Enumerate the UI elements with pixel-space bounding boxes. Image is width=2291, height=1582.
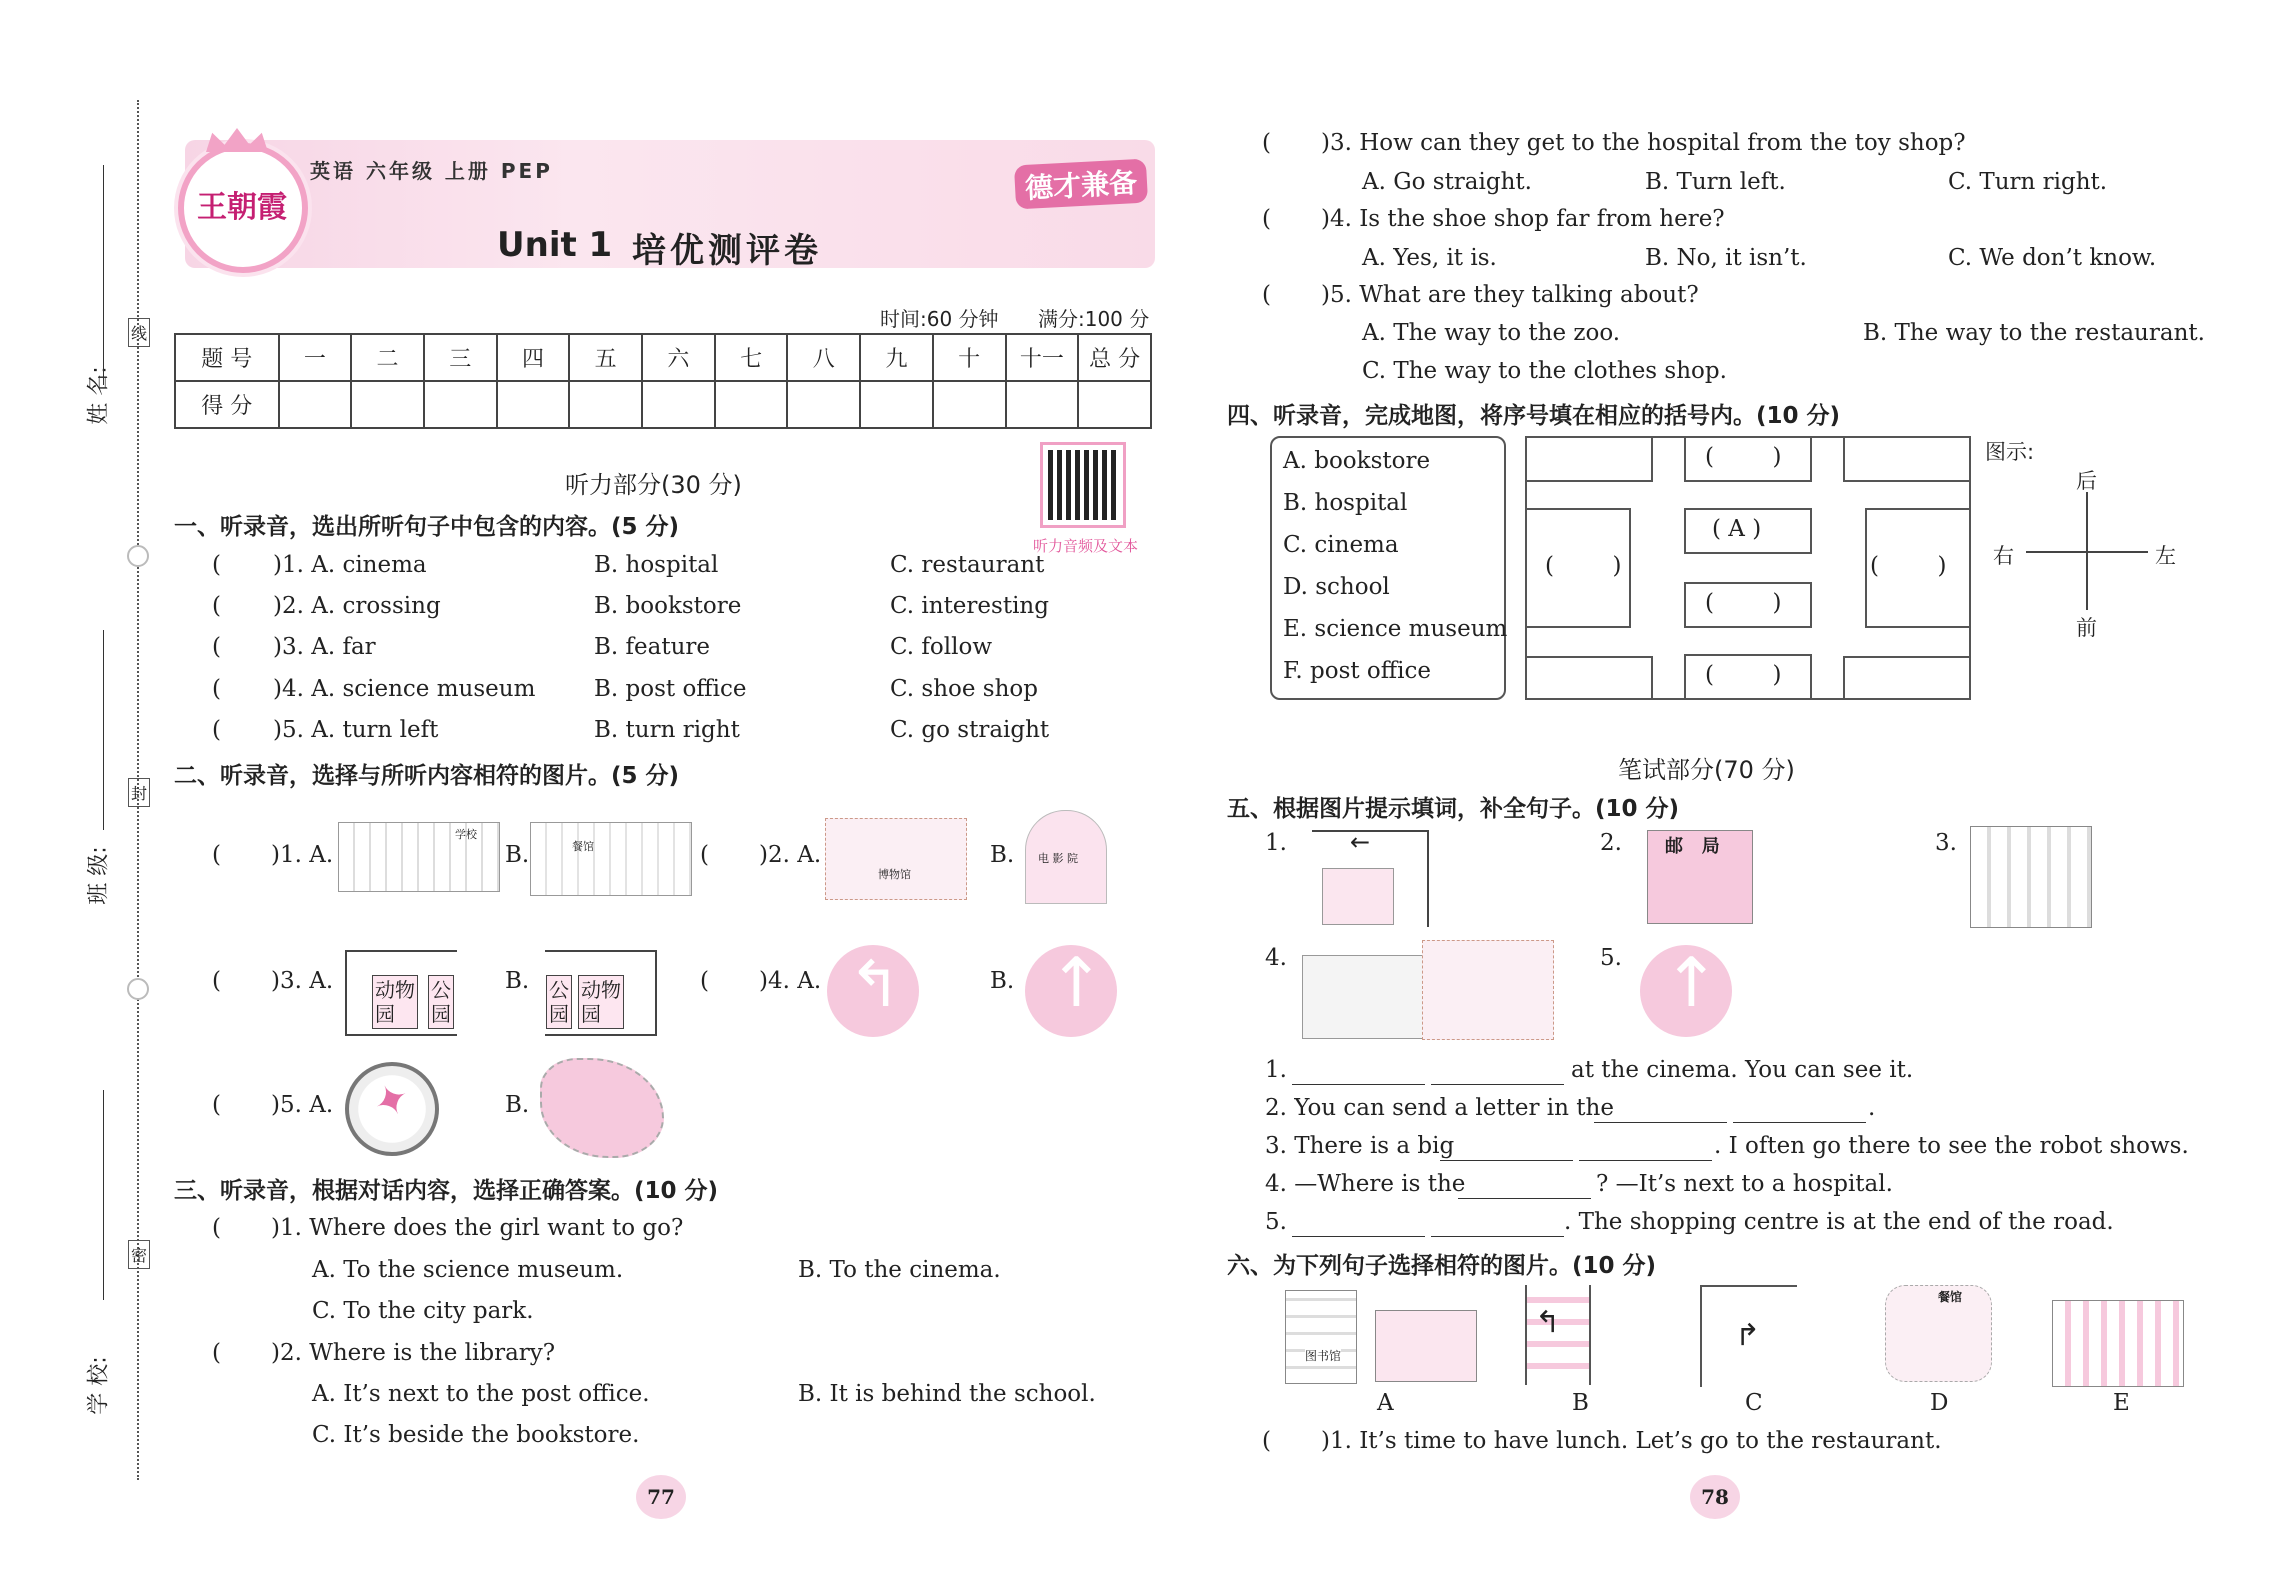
score-cell: 三	[424, 334, 497, 381]
park-sign-2	[546, 975, 572, 1029]
part6-heading: 六、为下列句子选择相符的图片。(10 分)	[1227, 1253, 1657, 1279]
score-input[interactable]	[642, 381, 715, 428]
part3-q5-c: C. The way to the clothes shop.	[1362, 358, 1727, 384]
score-cell: 九	[860, 334, 933, 381]
part3-q5: ( )5. What are they talking about?	[1262, 282, 1699, 308]
park-sign-2-a: 公	[549, 978, 569, 1002]
score-input[interactable]	[497, 381, 570, 428]
part2-q3: ( )3. A.	[212, 968, 334, 994]
score-input[interactable]	[860, 381, 933, 428]
part3-q5-b: B. The way to the restaurant.	[1863, 320, 2205, 346]
part5-pic-3-label: 3.	[1935, 830, 1957, 856]
map-picture	[540, 1058, 664, 1158]
margin-name-label: 姓 名:	[86, 366, 112, 425]
part6-q1: ( )1. It’s time to have lunch. Let’s go to the restaurant.	[1262, 1428, 1942, 1454]
part5-s3-blank-1[interactable]	[1440, 1136, 1573, 1161]
part1-item-1-num: ( )1. A. cinema	[212, 552, 427, 578]
park-sign-2-b: 园	[549, 1002, 569, 1026]
library-picture	[1285, 1290, 1357, 1384]
hospital-picture	[2052, 1300, 2184, 1387]
margin-dot-2	[127, 978, 149, 1000]
score-cell: 四	[497, 334, 570, 381]
score-cell: 总 分	[1078, 334, 1151, 381]
part2-q2: ( )2. A.	[700, 842, 822, 868]
margin-seal-mark: 封	[128, 778, 150, 807]
margin-close-mark: 密	[128, 1240, 150, 1269]
part5-s2-text: 2. You can send a letter in the	[1265, 1095, 1614, 1121]
part5-s3-end: . I often go there to see the robot shows.	[1714, 1133, 2189, 1159]
map-slot-right-label: ( )	[1870, 553, 1947, 579]
part1-item-1-text: )1. A. cinema	[272, 552, 427, 578]
part2-heading: 二、听录音，选择与所听内容相符的图片。(5 分)	[174, 763, 680, 789]
go-straight-arrow-glyph: ↑	[1048, 944, 1105, 1023]
crown-icon	[206, 128, 268, 152]
part2-q1: ( )1. A.	[212, 842, 334, 868]
score-table-score-row	[175, 381, 1151, 428]
restaurant-school-picture	[530, 822, 692, 896]
score-input[interactable]	[351, 381, 424, 428]
part1-item-3-num: ( )3. A. far	[212, 634, 376, 660]
part5-s4-end: ? —It’s next to a hospital.	[1596, 1171, 1893, 1197]
part2-q5: ( )5. A.	[212, 1092, 334, 1118]
part5-pic-4-label: 4.	[1265, 945, 1287, 971]
part3-q4-text: )4. Is the shoe shop far from here?	[1320, 206, 1725, 232]
part5-heading: 五、根据图片提示填词，补全句子。(10 分)	[1227, 796, 1680, 822]
part2-q5-b: B.	[505, 1092, 530, 1118]
part3-q1-text: )1. Where does the girl want to go?	[270, 1215, 684, 1241]
part1-item-1-c: C. restaurant	[890, 552, 1045, 578]
score-input[interactable]	[787, 381, 860, 428]
part5-s4-blank[interactable]	[1458, 1174, 1591, 1199]
part5-pic-5-label: 5.	[1600, 945, 1622, 971]
score-input[interactable]	[1078, 381, 1151, 428]
road-right-arrow-icon: ↱	[1735, 1318, 1761, 1353]
map-slot-middle-label: ( )	[1705, 590, 1782, 616]
part2-q5-text: )5. A.	[270, 1092, 334, 1118]
part6-label-a: A	[1377, 1390, 1394, 1416]
part2-q1-b: B.	[505, 842, 530, 868]
score-row-label: 得 分	[175, 381, 279, 428]
part1-item-4-num: ( )4. A. science museum	[212, 676, 536, 702]
part1-item-5-b: B. turn right	[594, 717, 740, 743]
part3-q2-a: A. It’s next to the post office.	[312, 1381, 650, 1407]
part4-option: C. cinema	[1283, 532, 1399, 558]
part3-q3-text: )3. How can they get to the hospital from the toy shop?	[1320, 130, 1966, 156]
science-museum-picture	[1970, 826, 2092, 928]
part2-q2-b: B.	[990, 842, 1015, 868]
time-info: 时间:60 分钟	[880, 307, 999, 331]
part3-q5-a: A. The way to the zoo.	[1362, 320, 1621, 346]
go-straight-hint-glyph: ↑	[1663, 944, 1720, 1023]
legend-back: 后	[2076, 469, 2097, 493]
part1-item-2-num: ( )2. A. crossing	[212, 593, 441, 619]
part1-item-2-text: )2. A. crossing	[272, 593, 441, 619]
restaurant-sign-2: 餐馆	[1938, 1290, 1963, 1304]
museum-sign: 博物馆	[878, 868, 911, 881]
score-cell: 一	[279, 334, 352, 381]
map-block-bottom-left	[1525, 656, 1653, 700]
part3-q3: ( )3. How can they get to the hospital from the toy shop?	[1262, 130, 1966, 156]
score-input[interactable]	[279, 381, 352, 428]
part6-label-d: D	[1930, 1390, 1949, 1416]
part4-heading: 四、听录音，完成地图，将序号填在相应的括号内。(10 分)	[1227, 403, 1841, 429]
road-left-arrow-icon: ↰	[1535, 1305, 1561, 1340]
part3-q3-a: A. Go straight.	[1362, 169, 1532, 195]
part3-q5-text: )5. What are they talking about?	[1320, 282, 1699, 308]
part4-option: D. school	[1283, 574, 1390, 600]
part5-pic-1-label: 1.	[1265, 830, 1287, 856]
full-score-info: 满分:100 分	[1038, 307, 1150, 331]
margin-dot-1	[127, 545, 149, 567]
score-table-header-row	[175, 334, 1151, 381]
score-input[interactable]	[715, 381, 788, 428]
map-slot-top-label: ( )	[1705, 444, 1782, 470]
zoo-sign-2	[578, 975, 624, 1029]
part2-q2-text: )2. A.	[758, 842, 822, 868]
zoo-sign-2-b: 园	[581, 1002, 601, 1026]
part6-label-b: B	[1572, 1390, 1589, 1416]
cinema-sign: 电 影 院	[1038, 852, 1078, 865]
badge: 德才兼备	[1014, 159, 1148, 210]
part3-q3-c: C. Turn right.	[1948, 169, 2108, 195]
part3-heading: 三、听录音，根据对话内容，选择正确答案。(10 分)	[174, 1178, 719, 1204]
score-input[interactable]	[1006, 381, 1079, 428]
listening-title: 听力部分(30 分)	[565, 471, 742, 499]
cinema-building-picture	[1322, 868, 1394, 925]
park-sign-1-b: 园	[431, 1002, 451, 1026]
part5-s2-blank-2[interactable]	[1733, 1098, 1866, 1123]
legend-left: 左	[2155, 544, 2176, 568]
part5-s5-end: . The shopping centre is at the end of the road.	[1564, 1209, 2114, 1235]
park-sign-1	[428, 975, 454, 1029]
part5-s1-num: 1.	[1265, 1057, 1287, 1083]
part3-q2-b: B. It is behind the school.	[798, 1381, 1096, 1407]
part3-q4: ( )4. Is the shoe shop far from here?	[1262, 206, 1725, 232]
part3-q2: ( )2. Where is the library?	[212, 1340, 556, 1366]
part3-q1: ( )1. Where does the girl want to go?	[212, 1215, 684, 1241]
score-cell: 七	[715, 334, 788, 381]
part2-q3-text: )3. A.	[270, 968, 334, 994]
part1-item-3-c: C. follow	[890, 634, 993, 660]
legend-right: 右	[1993, 544, 2014, 568]
part3-q1-b: B. To the cinema.	[798, 1257, 1001, 1283]
score-input[interactable]	[933, 381, 1006, 428]
page-number-right: 78	[1690, 1475, 1740, 1519]
part3-q4-c: C. We don’t know.	[1948, 245, 2157, 271]
score-cell: 八	[787, 334, 860, 381]
part1-heading: 一、听录音，选出所听句子中包含的内容。(5 分)	[174, 514, 680, 540]
map-slot-given-label: ( A )	[1712, 516, 1762, 542]
score-cell: 六	[642, 334, 715, 381]
part5-s5-blank-1[interactable]	[1292, 1212, 1425, 1237]
part3-q1-a: A. To the science museum.	[312, 1257, 624, 1283]
part6-label-e: E	[2113, 1390, 2130, 1416]
map-block-top-left	[1525, 436, 1653, 482]
museum-picture	[825, 818, 967, 900]
margin-class-line	[103, 630, 104, 830]
part1-item-3-b: B. feature	[594, 634, 711, 660]
part1-item-4-text: )4. A. science museum	[272, 676, 536, 702]
map-block-top-right	[1843, 436, 1971, 482]
part3-q2-text: )2. Where is the library?	[270, 1340, 556, 1366]
library-sign: 图书馆	[1305, 1349, 1342, 1363]
part3-q2-c: C. It’s beside the bookstore.	[312, 1422, 640, 1448]
house-picture	[1375, 1310, 1477, 1382]
turn-left-hint-icon: ←	[1350, 828, 1371, 856]
zoo-sign-1	[372, 975, 418, 1029]
score-cell: 十	[933, 334, 1006, 381]
part2-q1-text: )1. A.	[270, 842, 334, 868]
score-cell: 五	[569, 334, 642, 381]
compass-needle-icon: ✦	[365, 1070, 418, 1131]
part5-s5-blank-2[interactable]	[1431, 1212, 1564, 1237]
part1-item-1-b: B. hospital	[594, 552, 719, 578]
park-sign-1-a: 公	[431, 978, 451, 1002]
museum-building-picture	[1422, 940, 1554, 1040]
score-cell: 题 号	[175, 334, 279, 381]
score-cell: 二	[351, 334, 424, 381]
part5-s1-blank-1[interactable]	[1292, 1060, 1425, 1085]
part5-s4-text: 4. —Where is the	[1265, 1171, 1466, 1197]
zoo-sign-1-a: 动物	[375, 978, 415, 1002]
part5-s3-text: 3. There is a big	[1265, 1133, 1455, 1159]
part5-s1-blank-2[interactable]	[1431, 1060, 1564, 1085]
part5-s2-blank-1[interactable]	[1594, 1098, 1727, 1123]
part4-option: B. hospital	[1283, 490, 1408, 516]
part3-q4-b: B. No, it isn’t.	[1645, 245, 1807, 271]
writing-title: 笔试部分(70 分)	[1618, 756, 1795, 784]
unit-label: Unit 1	[497, 225, 613, 265]
page-title: 培优测评卷	[632, 231, 822, 271]
margin-class-label: 班 级:	[86, 846, 112, 905]
map-slot-bottom-label: ( )	[1705, 662, 1782, 688]
part2-q3-b: B.	[505, 968, 530, 994]
restaurant-sign: 餐馆	[572, 840, 594, 853]
page-number-left: 77	[636, 1475, 686, 1519]
part1-item-2-c: C. interesting	[890, 593, 1049, 619]
part3-q4-a: A. Yes, it is.	[1362, 245, 1497, 271]
score-cell: 十一	[1006, 334, 1079, 381]
part4-option: F. post office	[1283, 658, 1431, 684]
legend-label: 图示:	[1985, 440, 2035, 464]
part2-q4-text: )4. A.	[758, 968, 822, 994]
part5-s3-blank-2[interactable]	[1579, 1136, 1712, 1161]
part1-item-5-text: )5. A. turn left	[272, 717, 439, 743]
part2-q4-b: B.	[990, 968, 1015, 994]
school-sign: 学校	[455, 828, 477, 841]
turn-left-arrow-glyph: ↰	[848, 948, 902, 1022]
part1-item-5-num: ( )5. A. turn left	[212, 717, 439, 743]
qr-caption: 听力音频及文本	[1033, 537, 1139, 555]
legend-front: 前	[2076, 616, 2097, 640]
score-input[interactable]	[424, 381, 497, 428]
margin-line-mark: 线	[128, 318, 150, 347]
legend-horizontal-axis	[2026, 551, 2148, 553]
qr-code-icon[interactable]	[1048, 450, 1118, 520]
score-table	[174, 333, 1152, 429]
part5-pic-2-label: 2.	[1600, 830, 1622, 856]
part1-item-2-b: B. bookstore	[594, 593, 742, 619]
zoo-sign-1-b: 园	[375, 1002, 395, 1026]
part5-s5-num: 5.	[1265, 1209, 1287, 1235]
score-input[interactable]	[569, 381, 642, 428]
part1-item-3-text: )3. A. far	[272, 634, 376, 660]
margin-name-line	[103, 165, 104, 385]
part1-item-4-c: C. shoe shop	[890, 676, 1038, 702]
part3-q1-c: C. To the city park.	[312, 1298, 534, 1324]
part5-s2-end: .	[1868, 1095, 1876, 1121]
part1-item-4-b: B. post office	[594, 676, 747, 702]
post-office-sign: 邮 局	[1665, 836, 1720, 857]
zoo-sign-2-a: 动物	[581, 978, 621, 1002]
brand-logo-text: 王朝霞	[197, 190, 287, 225]
part4-option: E. science museum	[1283, 616, 1508, 642]
part4-option: A. bookstore	[1283, 448, 1431, 474]
map-slot-left-label: ( )	[1545, 553, 1622, 579]
part5-s1-text: at the cinema. You can see it.	[1571, 1057, 1914, 1083]
part2-q4: ( )4. A.	[700, 968, 822, 994]
part6-label-c: C	[1745, 1390, 1763, 1416]
margin-school-label: 学 校:	[86, 1356, 112, 1415]
margin-school-line	[103, 1090, 104, 1300]
part1-item-5-c: C. go straight	[890, 717, 1050, 743]
part6-q1-text: )1. It’s time to have lunch. Let’s go to the restaurant.	[1320, 1428, 1942, 1454]
map-block-bottom-right	[1843, 656, 1971, 700]
shopping-centre-picture	[1302, 955, 1424, 1039]
part3-q3-b: B. Turn left.	[1645, 169, 1786, 195]
subject-line: 英语 六年级 上册 PEP	[310, 159, 553, 183]
